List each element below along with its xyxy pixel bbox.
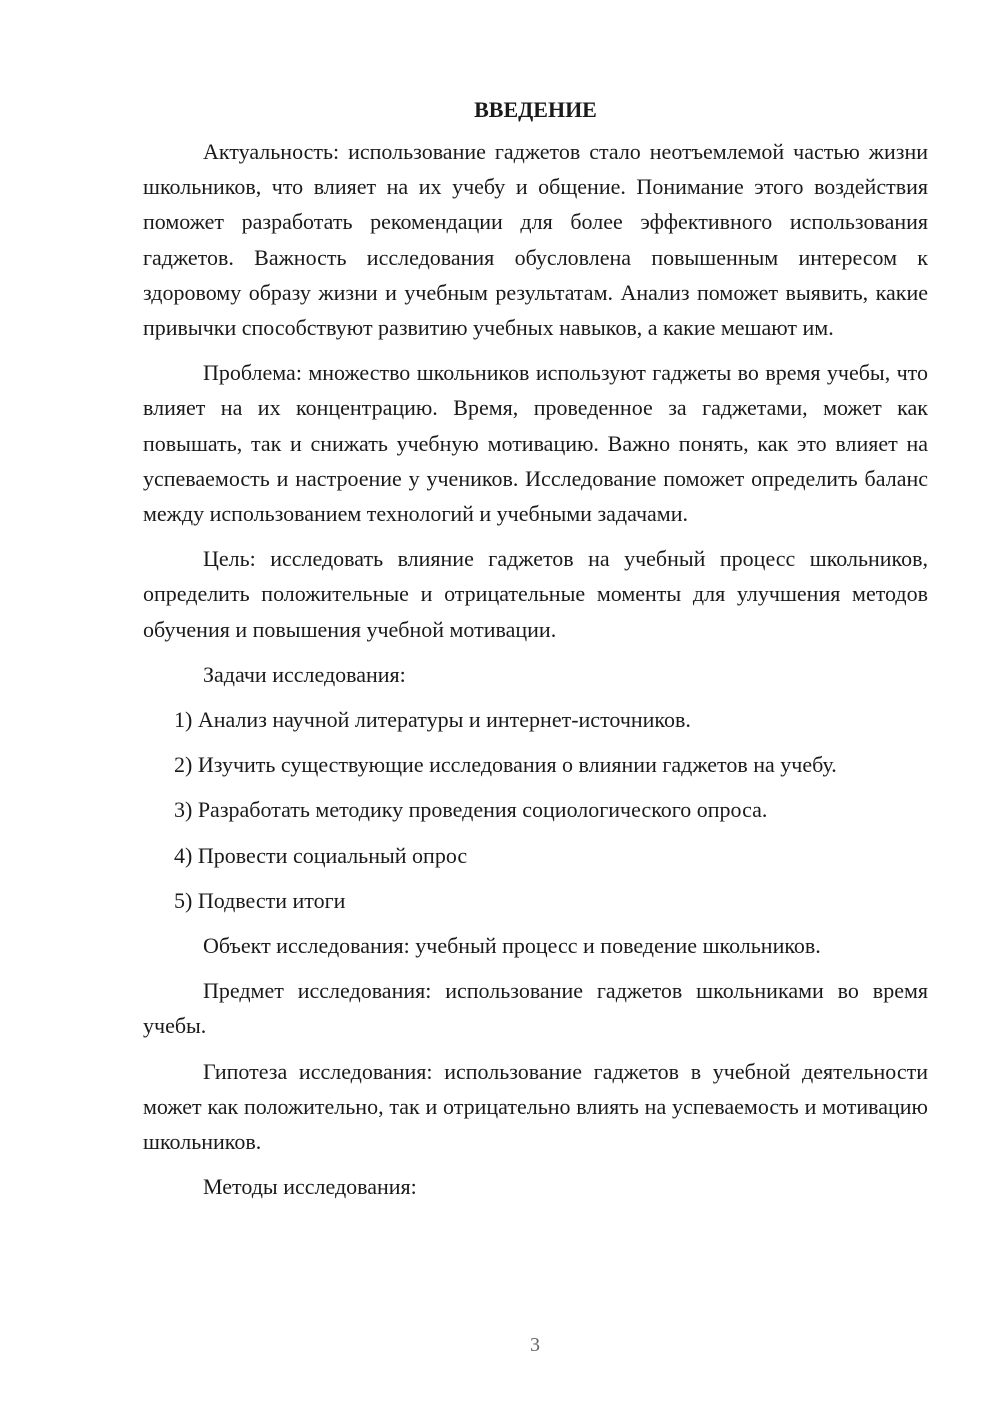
- task-item: 2) Изучить существующие исследования о влиянии гаджетов на учебу.: [174, 752, 837, 778]
- object-paragraph: Объект исследования: учебный процесс и поведение школьников.: [203, 933, 821, 959]
- page-content: [143, 96, 928, 1214]
- task-item: 5) Подвести итоги: [174, 887, 346, 913]
- tasks-list: [143, 702, 928, 918]
- problem-paragraph: Проблема: множество школьников используют гаджеты во время учебы, что влияет на их концентрацию. Время, проведенное за гаджетами, может как повышать, так и снижать учебную мотивацию. Важно понять, как это влияет на успеваемость и настроение у учеников. Исследование поможет определить баланс между использованием технологий и учебными задачами.: [143, 360, 928, 527]
- goal-paragraph: Цель: исследовать влияние гаджетов на учебный процесс школьников, определить положительные и отрицательные моменты для улучшения методов обучения и повышения учебной мотивации.: [143, 546, 928, 642]
- tasks-header: Задачи исследования:: [203, 661, 406, 687]
- page-title: ВВЕДЕНИЕ: [474, 97, 597, 122]
- relevance-paragraph: Актуальность: использование гаджетов стало неотъемлемой частью жизни школьников, что влияет на их учебу и общение. Понимание этого воздействия поможет разработать рекомендации для более эффективного использования гаджетов. Важность исследования обусловлена повышенным интересом к здоровому образу жизни и учебным результатам. Анализ поможет выявить, какие привычки способствуют развитию учебных навыков, а какие мешают им.: [143, 139, 928, 341]
- page-number: 3: [530, 1334, 540, 1356]
- task-item: 1) Анализ научной литературы и интернет-источников.: [174, 707, 691, 733]
- task-item: 3) Разработать методику проведения социологического опроса.: [174, 797, 768, 823]
- task-item: 4) Провести социальный опрос: [174, 842, 468, 868]
- methods-paragraph: Методы исследования:: [203, 1174, 417, 1200]
- subject-paragraph: Предмет исследования: использование гаджетов школьниками во время учебы.: [143, 978, 928, 1039]
- hypothesis-paragraph: Гипотеза исследования: использование гаджетов в учебной деятельности может как положительно, так и отрицательно влиять на успеваемость и мотивацию школьников.: [143, 1058, 928, 1155]
